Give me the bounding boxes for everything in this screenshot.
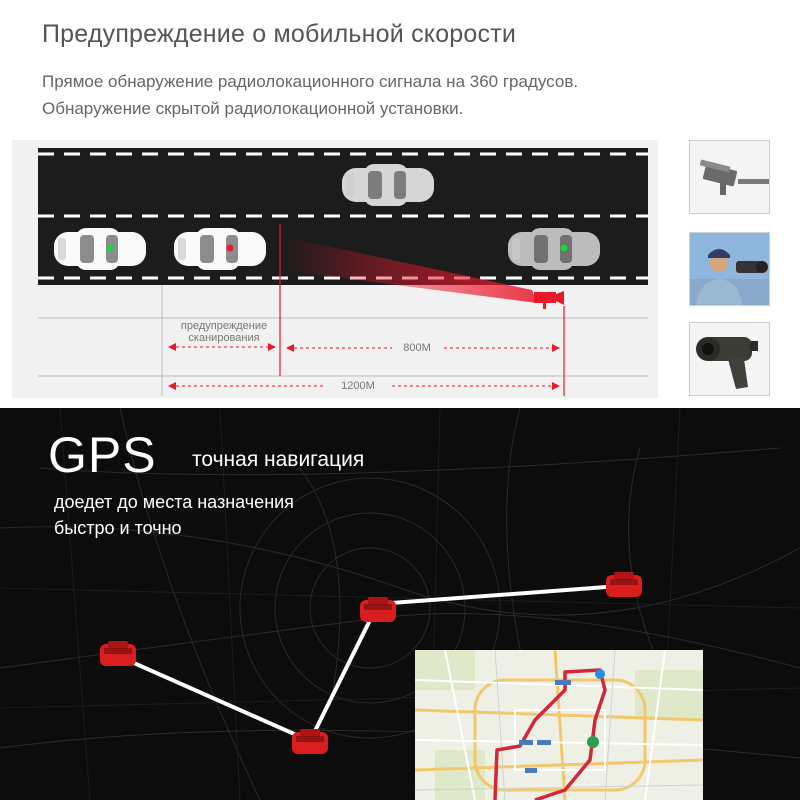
- radar-camera-icon: [534, 291, 564, 309]
- radar-description-2: Обнаружение скрытой радиолокационной установки.: [42, 99, 464, 118]
- speed-camera-photo: [689, 140, 770, 214]
- status-dot-red: [227, 245, 234, 252]
- distance-800-label: 800M: [403, 342, 431, 354]
- scan-warning-label: предупреждение сканирования: [180, 320, 268, 344]
- radar-description-1: Прямое обнаружение радиолокационного сигнала на 360 градусов.: [42, 72, 579, 91]
- red-car-3: [360, 597, 396, 622]
- car-white-middle: [174, 228, 266, 270]
- distance-1200-label: 1200M: [341, 380, 375, 392]
- car-white-left: [54, 228, 146, 270]
- gps-title: GPS: [48, 427, 157, 483]
- radar-title: Предупреждение о мобильной скорости: [42, 20, 517, 48]
- navigation-map-inset: [415, 650, 703, 800]
- red-car-2: [292, 729, 328, 754]
- road-diagram-svg: [12, 140, 658, 398]
- gps-description-2: быстро и точно: [54, 518, 182, 538]
- gps-subtitle: точная навигация: [192, 448, 365, 471]
- red-car-4: [606, 572, 642, 597]
- radar-diagram: [12, 140, 658, 398]
- status-dot-green-right: [561, 245, 568, 252]
- gps-description-1: доедет до места назначения: [54, 492, 294, 512]
- traffic-officer-photo: [689, 232, 770, 306]
- status-dot-green: [107, 245, 114, 252]
- radar-gun-photo: [689, 322, 770, 396]
- map-pin-icon: [587, 736, 599, 748]
- red-car-1: [100, 641, 136, 666]
- gps-section: [0, 408, 800, 800]
- car-grey-top: [342, 164, 434, 206]
- car-grey-right: [508, 228, 600, 270]
